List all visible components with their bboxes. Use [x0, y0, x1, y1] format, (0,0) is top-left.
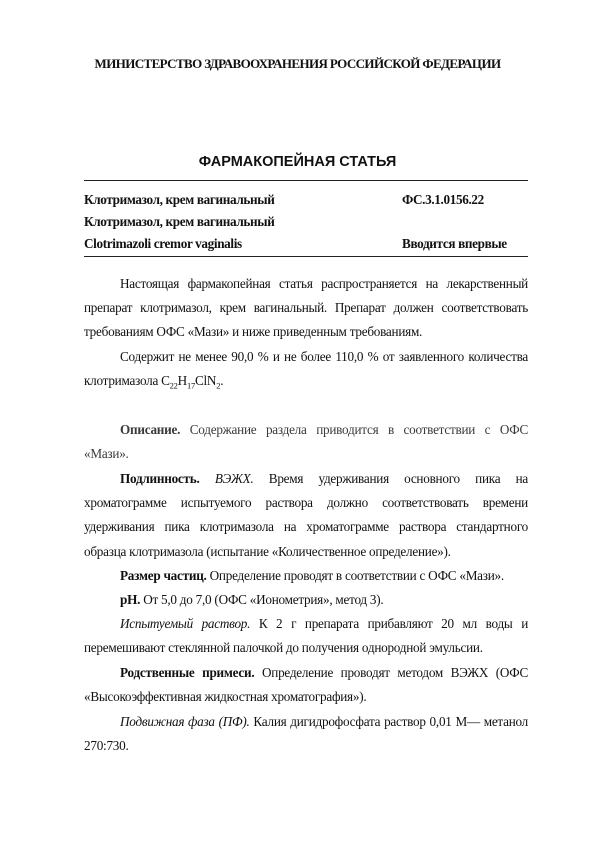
particle-size-label: Размер частиц. — [120, 568, 207, 583]
mobile-phase-label: Подвижная фаза (ПФ). — [120, 714, 250, 729]
bottom-rule — [84, 256, 528, 257]
ph-paragraph: рН. От 5,0 до 7,0 (ОФС «Ионометрия», метод 3). — [120, 592, 384, 607]
description-label: Описание. — [120, 422, 181, 437]
identity-method: ВЭЖХ. — [214, 471, 254, 486]
monograph-name-latin: Clotrimazoli cremor vaginalis — [84, 236, 242, 251]
description-paragraph: Описание. Содержание раздела приводится в соответствии с ОФС «Мази». — [84, 422, 528, 462]
ph-label: рН. — [120, 592, 141, 607]
mobile-phase-paragraph: Подвижная фаза (ПФ). Калия дигидрофосфата раствор 0,01 М— метанол 270:730. — [84, 714, 529, 754]
identity-paragraph: Подлинность. ВЭЖХ. Время удерживания основного пика на хроматограмме испытуемого раствора должно соответствовать времени удерживания пика клотримазола на хроматограмме раствора стандартного образца клотримазола (испытание «Количественное определение»). — [84, 471, 528, 559]
ministry-heading: МИНИСТЕРСТВО ЗДРАВООХРАНЕНИЯ РОССИЙСКОЙ ФЕДЕРАЦИИ — [94, 56, 501, 71]
related-impurities-paragraph: Родственные примеси. Определение проводят методом ВЭЖХ (ОФС «Высокоэффективная жидкостная хроматография»). — [84, 665, 529, 705]
related-impurities-label: Родственные примеси. — [120, 665, 255, 680]
monograph-code: ФС.3.1.0156.22 — [402, 192, 484, 207]
particle-size-paragraph: Размер частиц. Определение проводят в соответствии с ОФС «Мази». — [120, 568, 504, 583]
test-solution-label: Испытуемый раствор. — [120, 616, 251, 631]
identity-label: Подлинность. — [120, 471, 200, 486]
test-solution-paragraph: Испытуемый раствор. К 2 г препарата прибавляют 20 мл воды и перемешивают стеклянной палочкой до получения однородной эмульсии. — [84, 616, 528, 656]
monograph-name-2: Клотримазол, крем вагинальный — [84, 214, 275, 229]
content-paragraph: Содержит не менее 90,0 % и не более 110,0 % от заявленного количества клотримазола $C_{22}H_{17}ClN_2$. — [84, 349, 528, 391]
monograph-status: Вводится впервые — [402, 236, 507, 251]
top-rule — [84, 180, 528, 181]
scope-paragraph: Настоящая фармакопейная статья распространяется на лекарственный препарат клотримазол, крем вагинальный. Препарат должен соответствовать требованиям ОФС «Мази» и ниже приведенным требованиям. — [84, 276, 528, 340]
monograph-name-1: Клотримазол, крем вагинальный — [84, 192, 275, 207]
document-title: ФАРМАКОПЕЙНАЯ СТАТЬЯ — [198, 154, 397, 170]
